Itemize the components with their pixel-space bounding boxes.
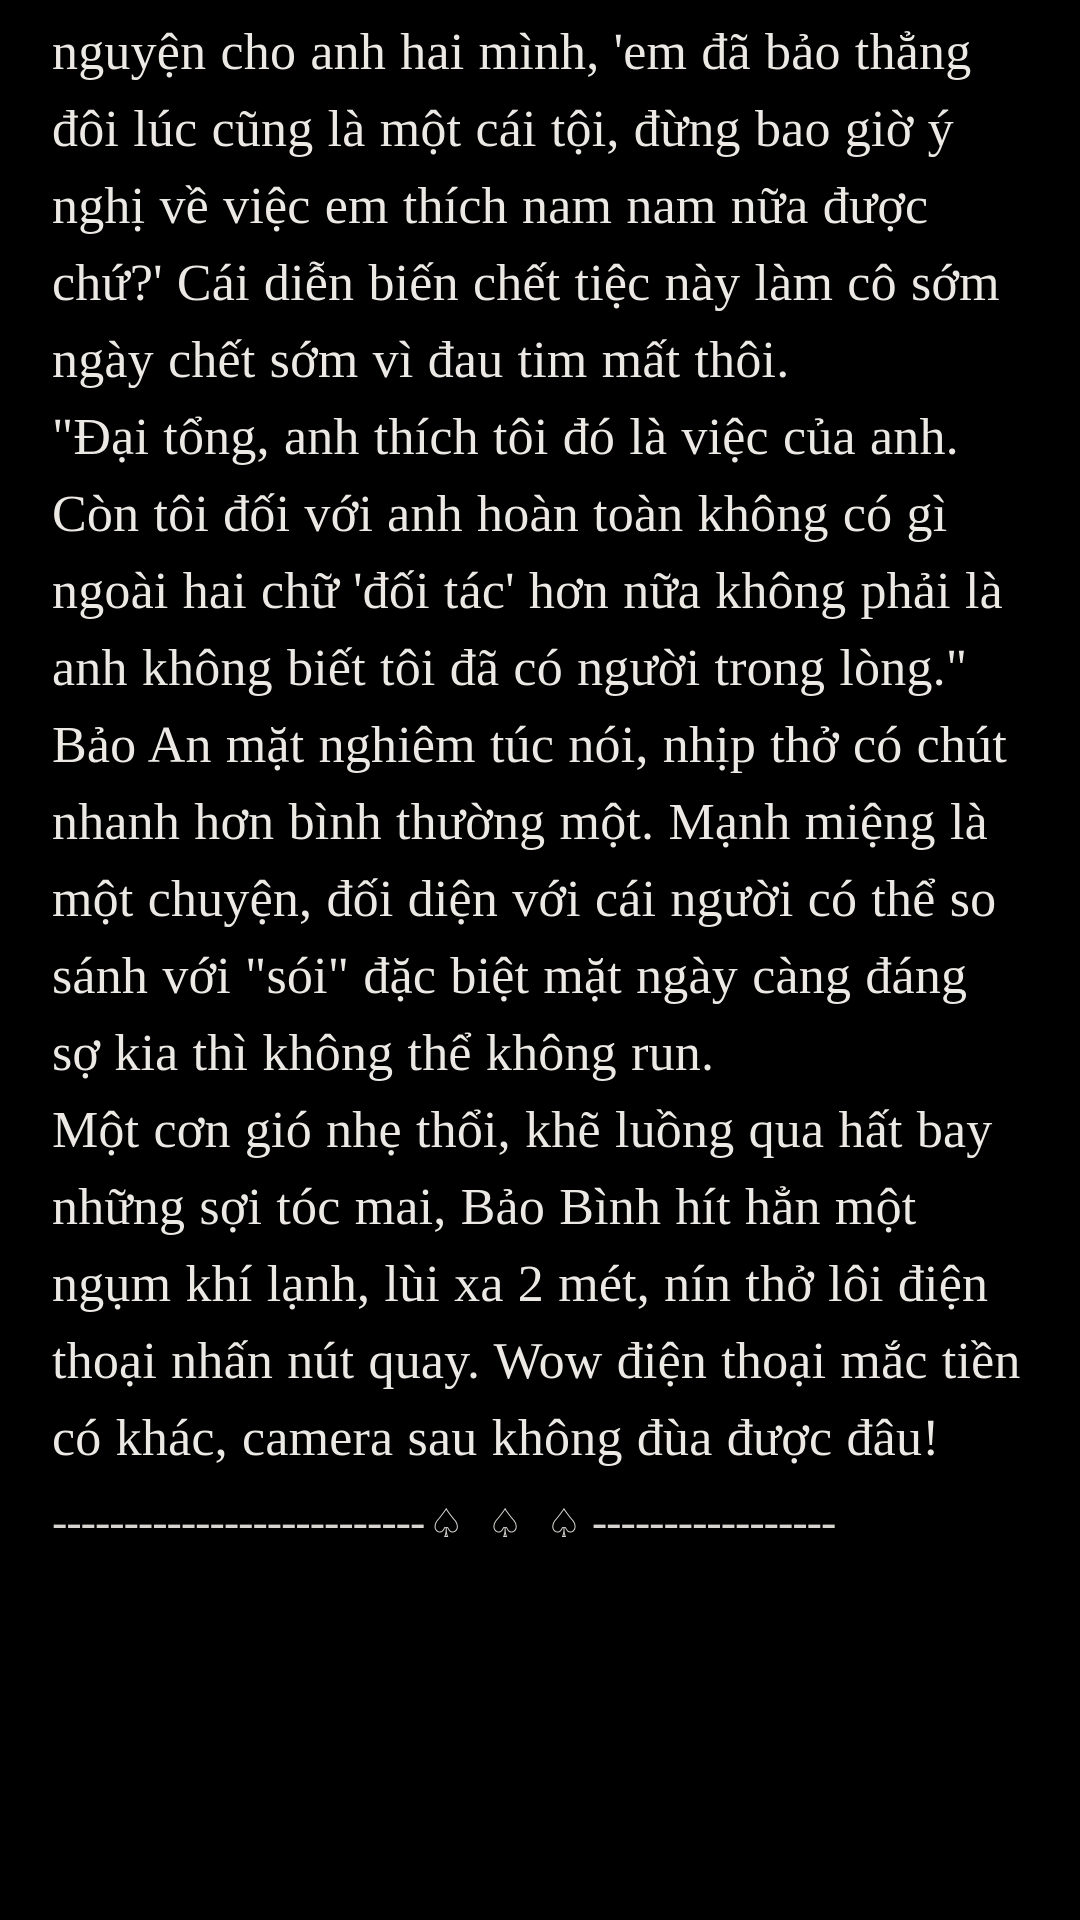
paragraph: nguyện cho anh hai mình, 'em đã bảo thẳng đôi lúc cũng là một cái tội, đừng bao giờ ý nghị về việc em thích nam nam nữa được chứ?' Cái diễn biến chết tiệc này làm cô sớm ngày chết sớm vì đau tim mất thôi. <box>52 24 1000 389</box>
paragraph: Một cơn gió nhẹ thổi, khẽ luồng qua hất bay những sợi tóc mai, Bảo Bình hít hẳn một ngụm khí lạnh, lùi xa 2 mét, nín thở lôi điện thoại nhấn nút quay. Wow điện thoại mắc tiền có khác, camera sau không đùa được đâu! <box>52 1102 1021 1467</box>
reader-text-body <box>52 14 1024 1559</box>
divider-right-dashes: ----------------- <box>591 1496 836 1547</box>
divider-left-dashes: -------------------------- <box>52 1496 425 1547</box>
section-divider <box>52 1487 1024 1559</box>
paragraph: "Đại tổng, anh thích tôi đó là việc của anh. Còn tôi đối với anh hoàn toàn không có gì ngoài hai chữ 'đối tác' hơn nữa không phải là anh không biết tôi đã có người trong lòng." Bảo An mặt nghiêm túc nói, nhịp thở có chút nhanh hơn bình thường một. Mạnh miệng là một chuyện, đối diện với cái người có thể so sánh với "sói" đặc biệt mặt ngày càng đáng sợ kia thì không thể không run. <box>52 409 1007 1082</box>
spade-suit-icon: ♤ ♤ ♤ <box>428 1501 588 1546</box>
